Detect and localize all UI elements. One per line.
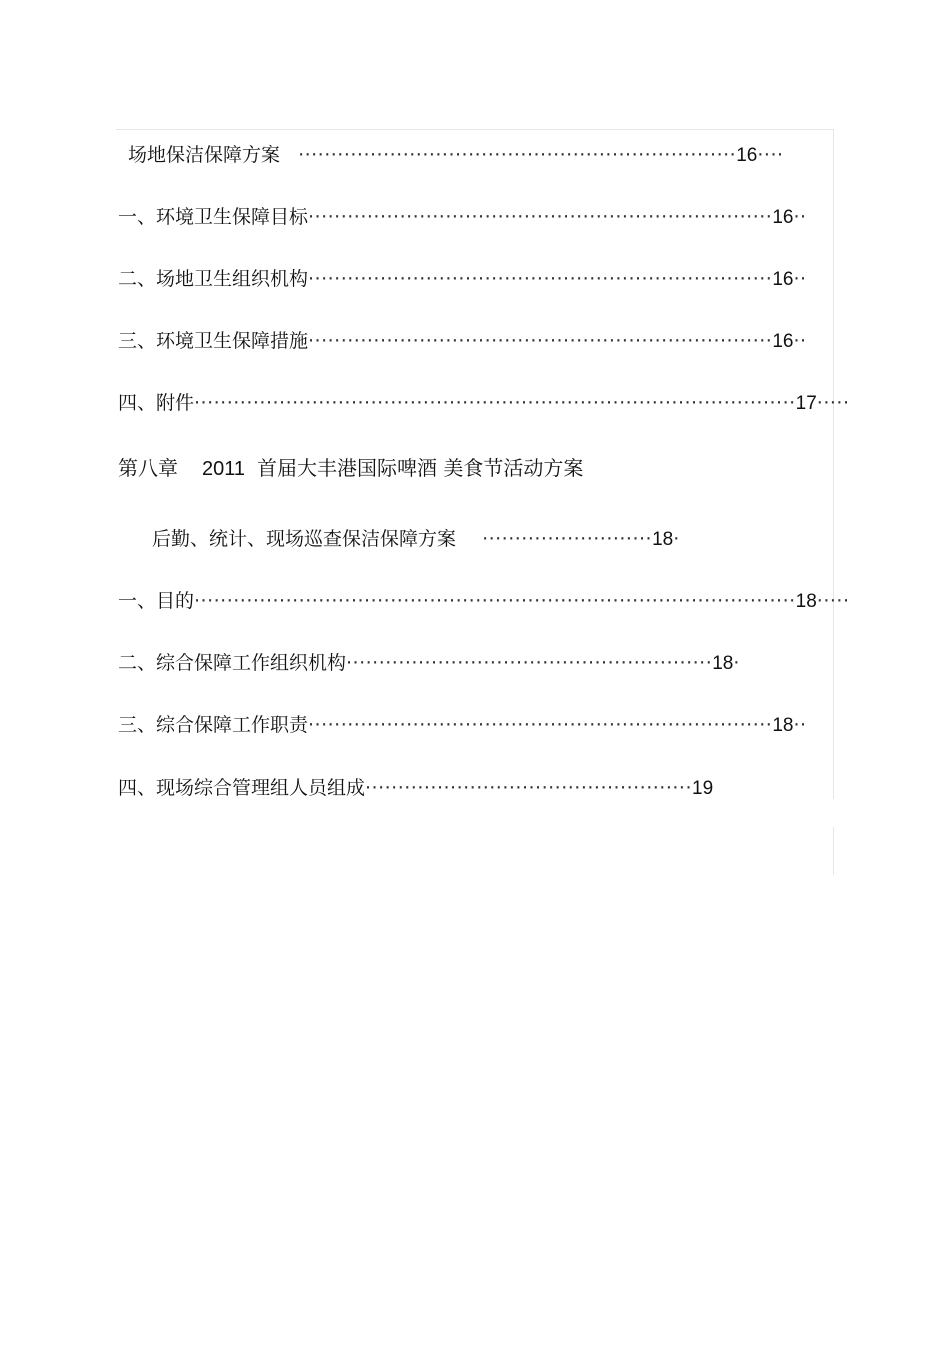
chapter-label: 第八章 — [118, 456, 178, 480]
toc-entry-title: 二、场地卫生组织机构 — [118, 268, 309, 290]
toc-page-number: 18 — [652, 529, 674, 550]
page-border-right — [833, 129, 834, 799]
toc-leader-trailing: ····· — [816, 392, 850, 414]
chapter-heading[interactable] — [118, 453, 583, 483]
toc-leader: ······································································· — [308, 714, 773, 736]
toc-page-number: 16 — [772, 269, 794, 290]
toc-entry[interactable] — [118, 202, 807, 232]
toc-leader-trailing: · — [733, 652, 740, 674]
toc-page-number: 16 — [772, 331, 794, 352]
toc-entry[interactable] — [118, 586, 850, 616]
toc-page-number: 16 — [772, 207, 794, 228]
toc-leader: ······································································· — [308, 206, 773, 228]
toc-leader-trailing: ·· — [793, 206, 807, 228]
toc-entry[interactable] — [118, 773, 713, 803]
toc-entry[interactable] — [152, 524, 680, 554]
page-border-top — [116, 129, 834, 130]
toc-leader-trailing: ···· — [757, 144, 784, 166]
toc-entry[interactable] — [118, 264, 807, 294]
toc-leader: ···························································································· — [194, 392, 796, 414]
toc-leader-trailing: · — [673, 528, 680, 550]
toc-leader-trailing: ·· — [793, 330, 807, 352]
toc-entry-title: 一、目的 — [118, 590, 195, 612]
toc-entry-title: 四、现场综合管理组人员组成 — [118, 777, 366, 799]
toc-leader-trailing: ·· — [793, 714, 807, 736]
toc-entry[interactable] — [118, 326, 807, 356]
toc-page-number: 17 — [795, 393, 817, 414]
toc-entry[interactable] — [128, 140, 784, 170]
toc-page-number: 18 — [712, 653, 734, 674]
toc-leader-trailing: ·· — [793, 268, 807, 290]
toc-entry-title: 四、附件 — [118, 392, 195, 414]
toc-leader: ······································································· — [308, 330, 773, 352]
toc-entry-title: 三、环境卫生保障措施 — [118, 330, 309, 352]
toc-entry[interactable] — [118, 388, 850, 418]
chapter-title: 首届大丰港国际啤酒 美食节活动方案 — [257, 456, 584, 480]
toc-leader: ···························································································· — [194, 590, 796, 612]
toc-page-number: 16 — [736, 145, 758, 166]
toc-entry-title: 一、环境卫生保障目标 — [118, 206, 309, 228]
toc-entry[interactable] — [118, 710, 807, 740]
toc-leader: ··································································· — [298, 144, 737, 166]
toc-page-number: 18 — [795, 591, 817, 612]
toc-entry-title: 三、综合保障工作职责 — [118, 714, 309, 736]
page-border-right-lower — [833, 827, 834, 875]
toc-entry-title: 二、综合保障工作组织机构 — [118, 652, 347, 674]
toc-entry-title: 后勤、统计、现场巡查保洁保障方案 — [152, 528, 457, 550]
chapter-year: 2011 — [202, 458, 246, 480]
toc-leader-trailing: ····· — [816, 590, 850, 612]
toc-page-number: 18 — [772, 715, 794, 736]
toc-leader: ·························· — [482, 528, 653, 550]
toc-page-number: 19 — [692, 778, 714, 799]
toc-leader: ·················································· — [365, 777, 692, 799]
toc-leader: ························································ — [346, 652, 713, 674]
toc-entry-title: 场地保洁保障方案 — [128, 144, 281, 166]
toc-leader: ······································································· — [308, 268, 773, 290]
toc-entry[interactable] — [118, 648, 740, 678]
